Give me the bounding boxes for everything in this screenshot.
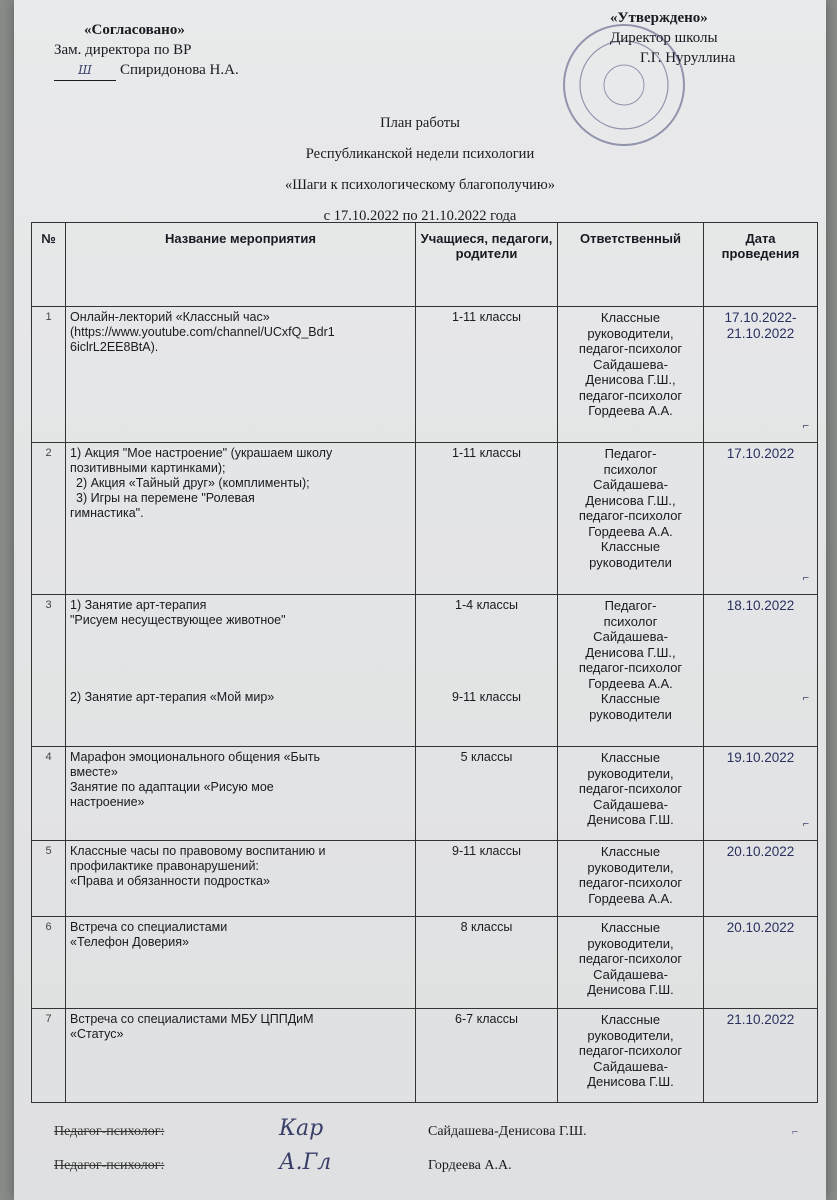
resp-line: педагог-психолог [578, 508, 683, 523]
resp-line: педагог-психолог [578, 875, 683, 890]
row-date [704, 443, 818, 595]
resp-line: Гордеева А.А. [588, 523, 673, 539]
event-line: Классные часы по правовому воспитанию и [70, 844, 326, 858]
table-row [32, 307, 818, 443]
footer-name: Сайдашева-Денисова Г.Ш. [428, 1124, 587, 1139]
row-date [704, 841, 818, 917]
row-num: 3 [32, 595, 66, 747]
row-date [704, 747, 818, 841]
signatures-footer [54, 1116, 814, 1188]
table-row [32, 1009, 818, 1103]
row-event [66, 917, 416, 1009]
row-participants: 1-11 классы [416, 443, 558, 595]
event-line: «Телефон Доверия» [70, 935, 189, 949]
resp-line: руководители, [587, 1027, 674, 1043]
agreed-block [54, 20, 239, 81]
agreed-title: «Согласовано» [84, 22, 185, 38]
row-participants: 9-11 классы [416, 841, 558, 917]
date-line: 19.10.2022 [726, 750, 795, 765]
event-line: настроение» [70, 795, 145, 809]
event-line: 3) Игры на перемене "Ролевая [76, 491, 255, 505]
resp-line: Классные [600, 539, 661, 554]
resp-line: Сайдашева- [593, 796, 668, 812]
event-line: 6iclrL2EE8BtA). [70, 340, 159, 354]
resp-line: Денисова Г.Ш. [587, 812, 674, 827]
resp-line: руководители [589, 706, 672, 722]
row-num: 7 [32, 1009, 66, 1103]
resp-line: Классные [600, 691, 661, 706]
row-responsible [558, 307, 704, 443]
resp-line: Денисова Г.Ш., [585, 372, 676, 387]
resp-line: Сайдашева- [593, 966, 668, 982]
row-responsible [558, 1009, 704, 1103]
footer-role: Педагог-психолог: [54, 1158, 165, 1173]
resp-line: Классные [600, 750, 661, 765]
resp-line: педагог-психолог [578, 1043, 683, 1058]
resp-line: Классные [600, 1012, 661, 1027]
checkmark-icon: ⌐ [802, 818, 809, 830]
resp-line: Сайдашева- [593, 477, 668, 492]
participants-line: 1-4 классы [455, 598, 518, 612]
resp-line: руководители, [587, 935, 674, 951]
col-event: Название мероприятия [66, 223, 416, 307]
event-line: вместе» [70, 765, 118, 779]
resp-line: Классные [600, 920, 661, 935]
participants-line: 9-11 классы [452, 690, 521, 704]
event-line: 2) Акция «Тайный друг» (комплименты); [76, 476, 310, 490]
resp-line: Денисова Г.Ш. [587, 982, 674, 997]
resp-line: Гордеева А.А. [588, 675, 673, 691]
row-participants: 8 классы [416, 917, 558, 1009]
resp-line: Денисова Г.Ш., [585, 644, 676, 660]
table-row [32, 917, 818, 1009]
row-event [66, 841, 416, 917]
resp-line: психолог [603, 613, 658, 629]
row-event [66, 307, 416, 443]
resp-line: Денисова Г.Ш., [585, 492, 676, 508]
resp-line: Педагог- [604, 446, 657, 461]
date-line: 21.10.2022 [726, 1012, 795, 1027]
checkmark-icon: ⌐ [802, 420, 809, 432]
event-line: Занятие по адаптации «Рисую мое [70, 780, 274, 794]
date-line: 21.10.2022 [726, 326, 795, 341]
event-line: «Права и обязанности подростка» [70, 874, 270, 888]
table-row [32, 747, 818, 841]
date-line: 18.10.2022 [726, 598, 795, 613]
resp-line: педагог-психолог [578, 951, 683, 966]
footer-name: Гордеева А.А. [428, 1158, 512, 1173]
table-row [32, 595, 818, 747]
resp-line: Классные [600, 310, 661, 325]
row-num: 1 [32, 307, 66, 443]
event-line: Встреча со специалистами МБУ ЦППДиМ [70, 1012, 314, 1026]
resp-line: Сайдашева- [593, 1058, 668, 1074]
resp-line: психолог [603, 461, 658, 477]
row-event [66, 1009, 416, 1103]
event-line: Онлайн-лекторий «Классный час» [70, 310, 270, 324]
resp-line: Гордеева А.А. [588, 403, 673, 418]
document-page [14, 0, 826, 1200]
footer-row [54, 1150, 814, 1188]
row-event [66, 443, 416, 595]
resp-line: Классные [600, 844, 661, 859]
row-event [66, 747, 416, 841]
resp-line: педагог-психолог [578, 781, 683, 796]
resp-line: руководители [589, 554, 672, 570]
resp-line: руководители, [587, 859, 674, 875]
title-line-1: План работы [380, 115, 460, 131]
row-participants: 6-7 классы [416, 1009, 558, 1103]
title-line-2: Республиканской недели психологии [305, 146, 535, 162]
footer-role: Педагог-психолог: [54, 1124, 165, 1139]
event-line: 1) Занятие арт-терапия [70, 598, 207, 612]
approved-name: Г.Г. Нуруллина [640, 50, 736, 66]
date-line: 17.10.2022 [726, 446, 795, 461]
approved-title: «Утверждено» [610, 10, 708, 26]
event-line: Марафон эмоционального общения «Быть [70, 750, 320, 764]
event-line: 1) Акция "Мое настроение" (украшаем школу [70, 446, 333, 460]
row-num: 6 [32, 917, 66, 1009]
row-participants: 1-11 классы [416, 307, 558, 443]
col-responsible: Ответственный [558, 223, 704, 307]
resp-line: Сайдашева- [593, 356, 668, 372]
approved-position: Директор школы [610, 30, 718, 46]
title-line-4: с 17.10.2022 по 21.10.2022 года [323, 208, 517, 224]
date-line: 20.10.2022 [726, 920, 795, 935]
table-header-row [32, 223, 818, 307]
event-line: "Рисуем несуществующее животное" [70, 613, 286, 627]
row-date [704, 1009, 818, 1103]
event-line: позитивными картинками); [70, 461, 226, 475]
resp-line: Сайдашева- [593, 629, 668, 644]
resp-line: педагог-психолог [578, 660, 683, 675]
row-responsible [558, 917, 704, 1009]
date-line: 17.10.2022- [724, 310, 797, 325]
row-participants [416, 595, 558, 747]
date-line: 20.10.2022 [726, 844, 795, 859]
document-title [14, 108, 826, 232]
row-event [66, 595, 416, 747]
row-responsible [558, 747, 704, 841]
resp-line: педагог-психолог [578, 387, 683, 403]
footer-signature: Кар [279, 1116, 324, 1141]
resp-line: Гордеева А.А. [588, 890, 673, 906]
checkmark-icon: ⌐ [792, 1126, 799, 1138]
table-row [32, 841, 818, 917]
event-line: 2) Занятие арт-терапия «Мой мир» [70, 690, 275, 704]
event-line: профилактике правонарушений: [70, 859, 259, 873]
event-line: «Статус» [70, 1027, 124, 1041]
row-date [704, 595, 818, 747]
row-date [704, 917, 818, 1009]
table-row [32, 443, 818, 595]
event-line: (https://www.youtube.com/channel/UCxfQ_Bdr1 [70, 325, 335, 339]
resp-line: Денисова Г.Ш. [587, 1074, 674, 1089]
agreed-signature: Ш [54, 60, 116, 81]
event-line: Встреча со специалистами [70, 920, 228, 934]
col-participants: Учащиеся, педагоги, родители [416, 223, 558, 307]
col-num: № [32, 223, 66, 307]
row-num: 4 [32, 747, 66, 841]
plan-table [31, 222, 818, 1103]
footer-signature: А.Гл [279, 1150, 332, 1175]
resp-line: педагог-психолог [578, 341, 683, 356]
row-num: 2 [32, 443, 66, 595]
row-participants: 5 классы [416, 747, 558, 841]
checkmark-icon: ⌐ [802, 692, 809, 704]
row-date [704, 307, 818, 443]
resp-line: руководители, [587, 325, 674, 341]
checkmark-icon: ⌐ [802, 572, 809, 584]
approved-block [610, 8, 735, 68]
title-line-3: «Шаги к психологическому благополучию» [284, 177, 556, 193]
agreed-position: Зам. директора по ВР [54, 42, 192, 58]
row-responsible [558, 595, 704, 747]
col-date: Дата проведения [704, 223, 818, 307]
row-num: 5 [32, 841, 66, 917]
resp-line: руководители, [587, 765, 674, 781]
resp-line: Педагог- [604, 598, 657, 613]
footer-row [54, 1116, 814, 1154]
event-line: гимнастика". [70, 506, 144, 520]
row-responsible [558, 841, 704, 917]
agreed-name: Спиридонова Н.А. [120, 62, 239, 78]
row-responsible [558, 443, 704, 595]
